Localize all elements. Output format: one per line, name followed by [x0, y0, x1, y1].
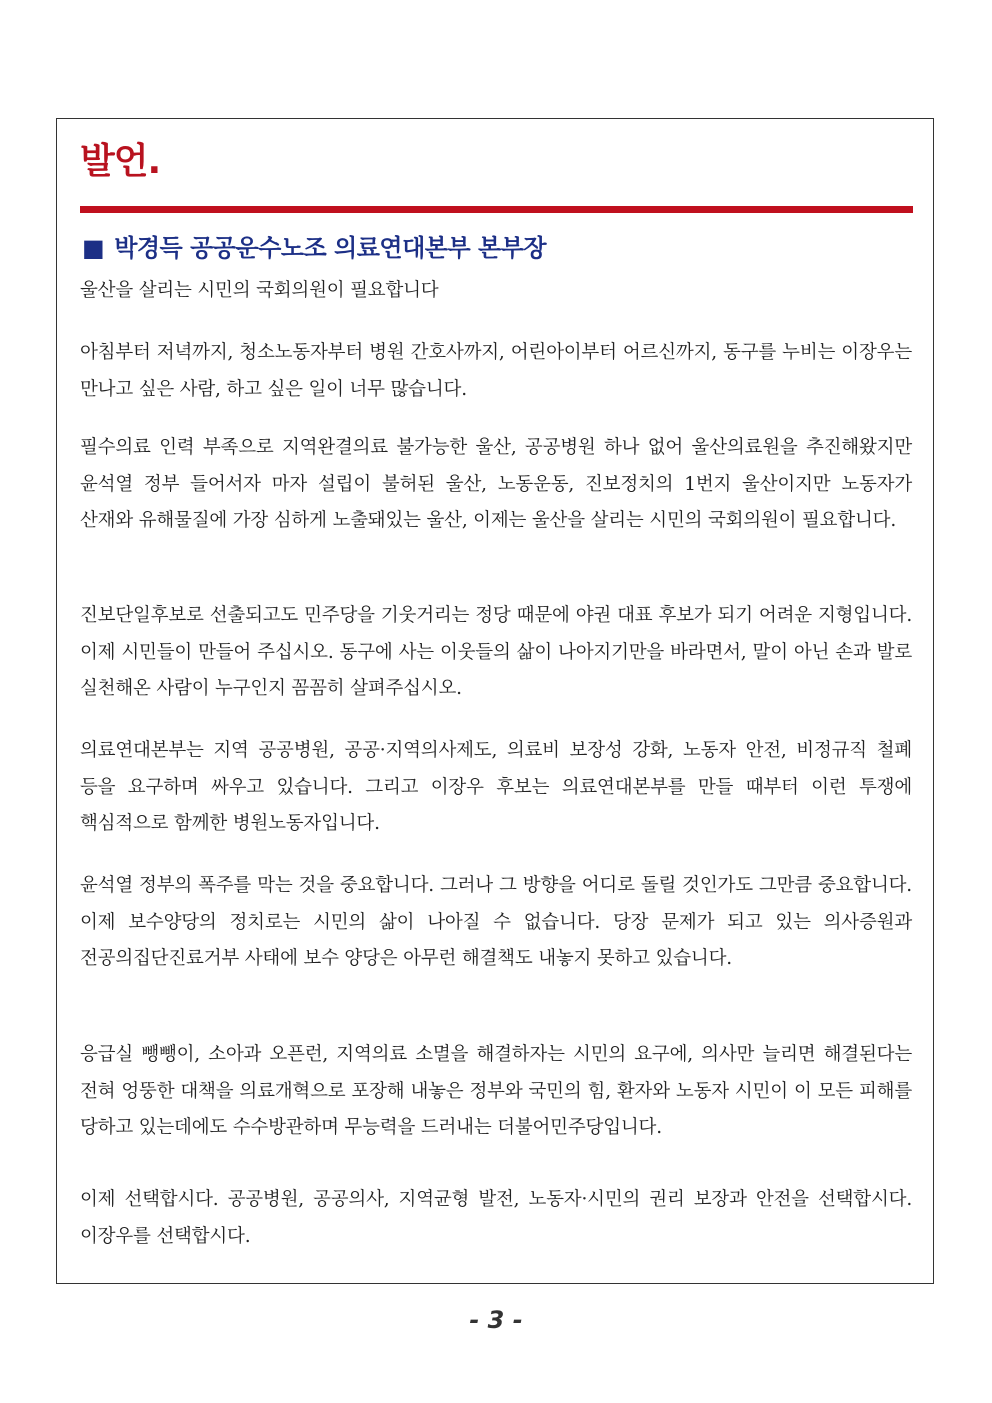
paragraph-2: 필수의료 인력 부족으로 지역완결의료 불가능한 울산, 공공병원 하나 없어 울산의료원을 추진해왔지만 윤석열 정부 들어서자 마자 설립이 불허된 울산, 노동운동, 진보정치의 1번지 울산이지만 노동자가 산재와 유해물질에 가장 심하게 노출돼있는 울산, 이제는 울산을 살리는 시민의 국회의원이 필요합니다. — [80, 437, 912, 531]
speaker-heading — [82, 230, 546, 266]
paragraph-4: 의료연대본부는 지역 공공병원, 공공·지역의사제도, 의료비 보장성 강화, 노동자 안전, 비정규직 철폐 등을 요구하며 싸우고 있습니다. 그리고 이장우 후보는 의료연대본부를 만들 때부터 이런 투쟁에 핵심적으로 함께한 병원노동자입니다. — [80, 740, 912, 834]
paragraph-6: 응급실 뺑뺑이, 소아과 오픈런, 지역의료 소멸을 해결하자는 시민의 요구에, 의사만 늘리면 해결된다는 전혀 엉뚱한 대책을 의료개혁으로 포장해 내놓은 정부와 국민의 힘, 환자와 노동자 시민이 이 모든 피해를 당하고 있는데에도 수수방관하며 무능력을 드러내는 더불어민주당입니다. — [80, 1044, 912, 1138]
page-number: - 3 - — [469, 1306, 523, 1334]
paragraph-7: 이제 선택합시다. 공공병원, 공공의사, 지역균형 발전, 노동자·시민의 권리 보장과 안전을 선택합시다. 이장우를 선택합시다. — [80, 1189, 912, 1247]
paragraph-1: 아침부터 저녁까지, 청소노동자부터 병원 간호사까지, 어린아이부터 어르신까지, 동구를 누비는 이장우는 만나고 싶은 사람, 하고 싶은 일이 너무 많습니다. — [80, 342, 912, 400]
title-divider — [80, 206, 913, 213]
page-title: 발언. — [80, 141, 161, 182]
paragraph-5: 윤석열 정부의 폭주를 막는 것을 중요합니다. 그러나 그 방향을 어디로 돌릴 것인가도 그만큼 중요합니다. 이제 보수양당의 정치로는 시민의 삶이 나아질 수 없습니다. 당장 문제가 되고 있는 의사증원과 전공의집단진료거부 사태에 보수 양당은 아무런 해결책도 내놓지 못하고 있습니다. — [80, 875, 912, 969]
paragraph-3: 진보단일후보로 선출되고도 민주당을 기웃거리는 정당 때문에 야권 대표 후보가 되기 어려운 지형입니다. 이제 시민들이 만들어 주십시오. 동구에 사는 이웃들의 삶이 나아지기만을 바라면서, 말이 아닌 손과 발로 실천해온 사람이 누구인지 꼼꼼히 살펴주십시오. — [80, 605, 912, 699]
speech-subtitle: 울산을 살리는 시민의 국회의원이 필요합니다 — [80, 280, 439, 301]
speaker-name: 박경득 공공운수노조 의료연대본부 본부장 — [114, 234, 547, 262]
square-bullet-icon: ■ — [82, 234, 105, 262]
